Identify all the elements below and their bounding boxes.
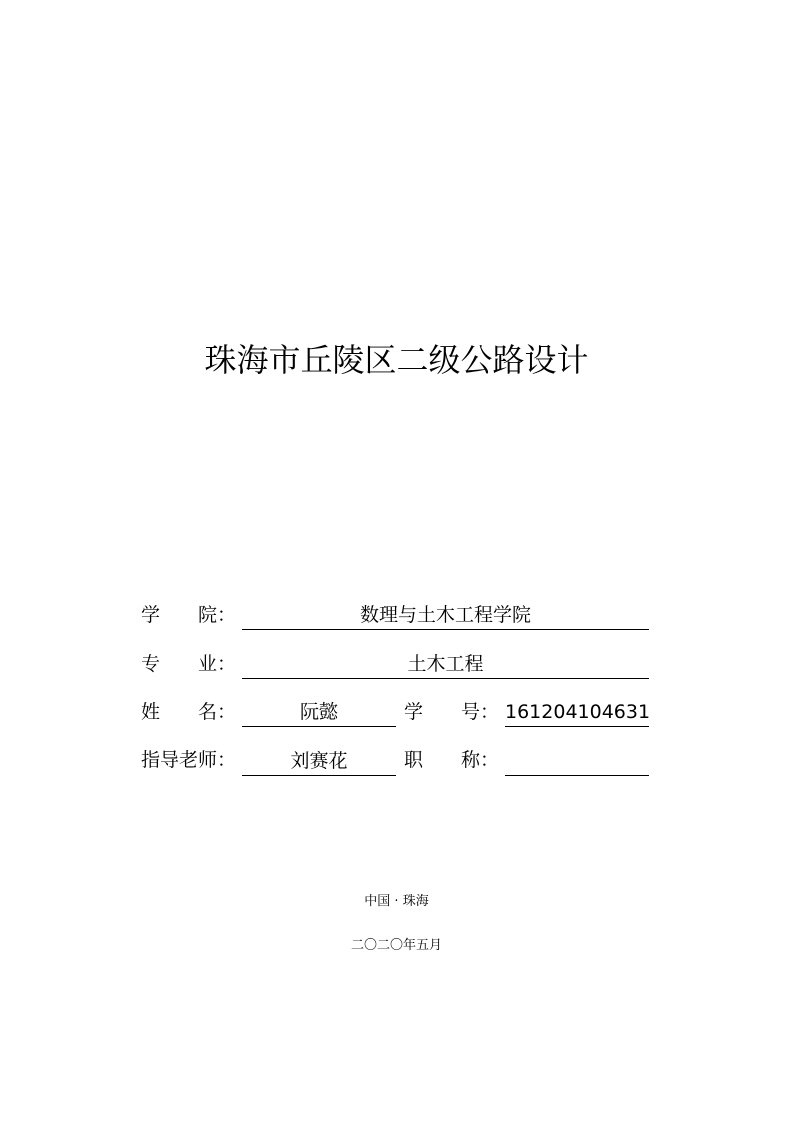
major-value: 土木工程	[242, 651, 649, 679]
major-label: 专 业：	[141, 653, 237, 675]
footer-date: 二〇二〇年五月	[350, 938, 442, 953]
title-rank-value	[505, 748, 649, 776]
document-title: 珠海市丘陵区二级公路设计	[204, 341, 589, 379]
advisor-label: 指导老师：	[141, 749, 237, 771]
footer-place: 中国 · 珠海	[364, 894, 429, 909]
name-value: 阮懿	[242, 699, 396, 727]
advisor-value: 刘赛花	[242, 748, 396, 776]
student-id-label: 学 号：	[404, 701, 500, 723]
college-label: 学 院：	[141, 604, 237, 626]
college-value: 数理与土木工程学院	[242, 602, 649, 630]
title-rank-label: 职 称：	[404, 749, 500, 771]
name-label: 姓 名：	[141, 701, 237, 723]
student-id-value: 161204104631	[505, 699, 649, 727]
